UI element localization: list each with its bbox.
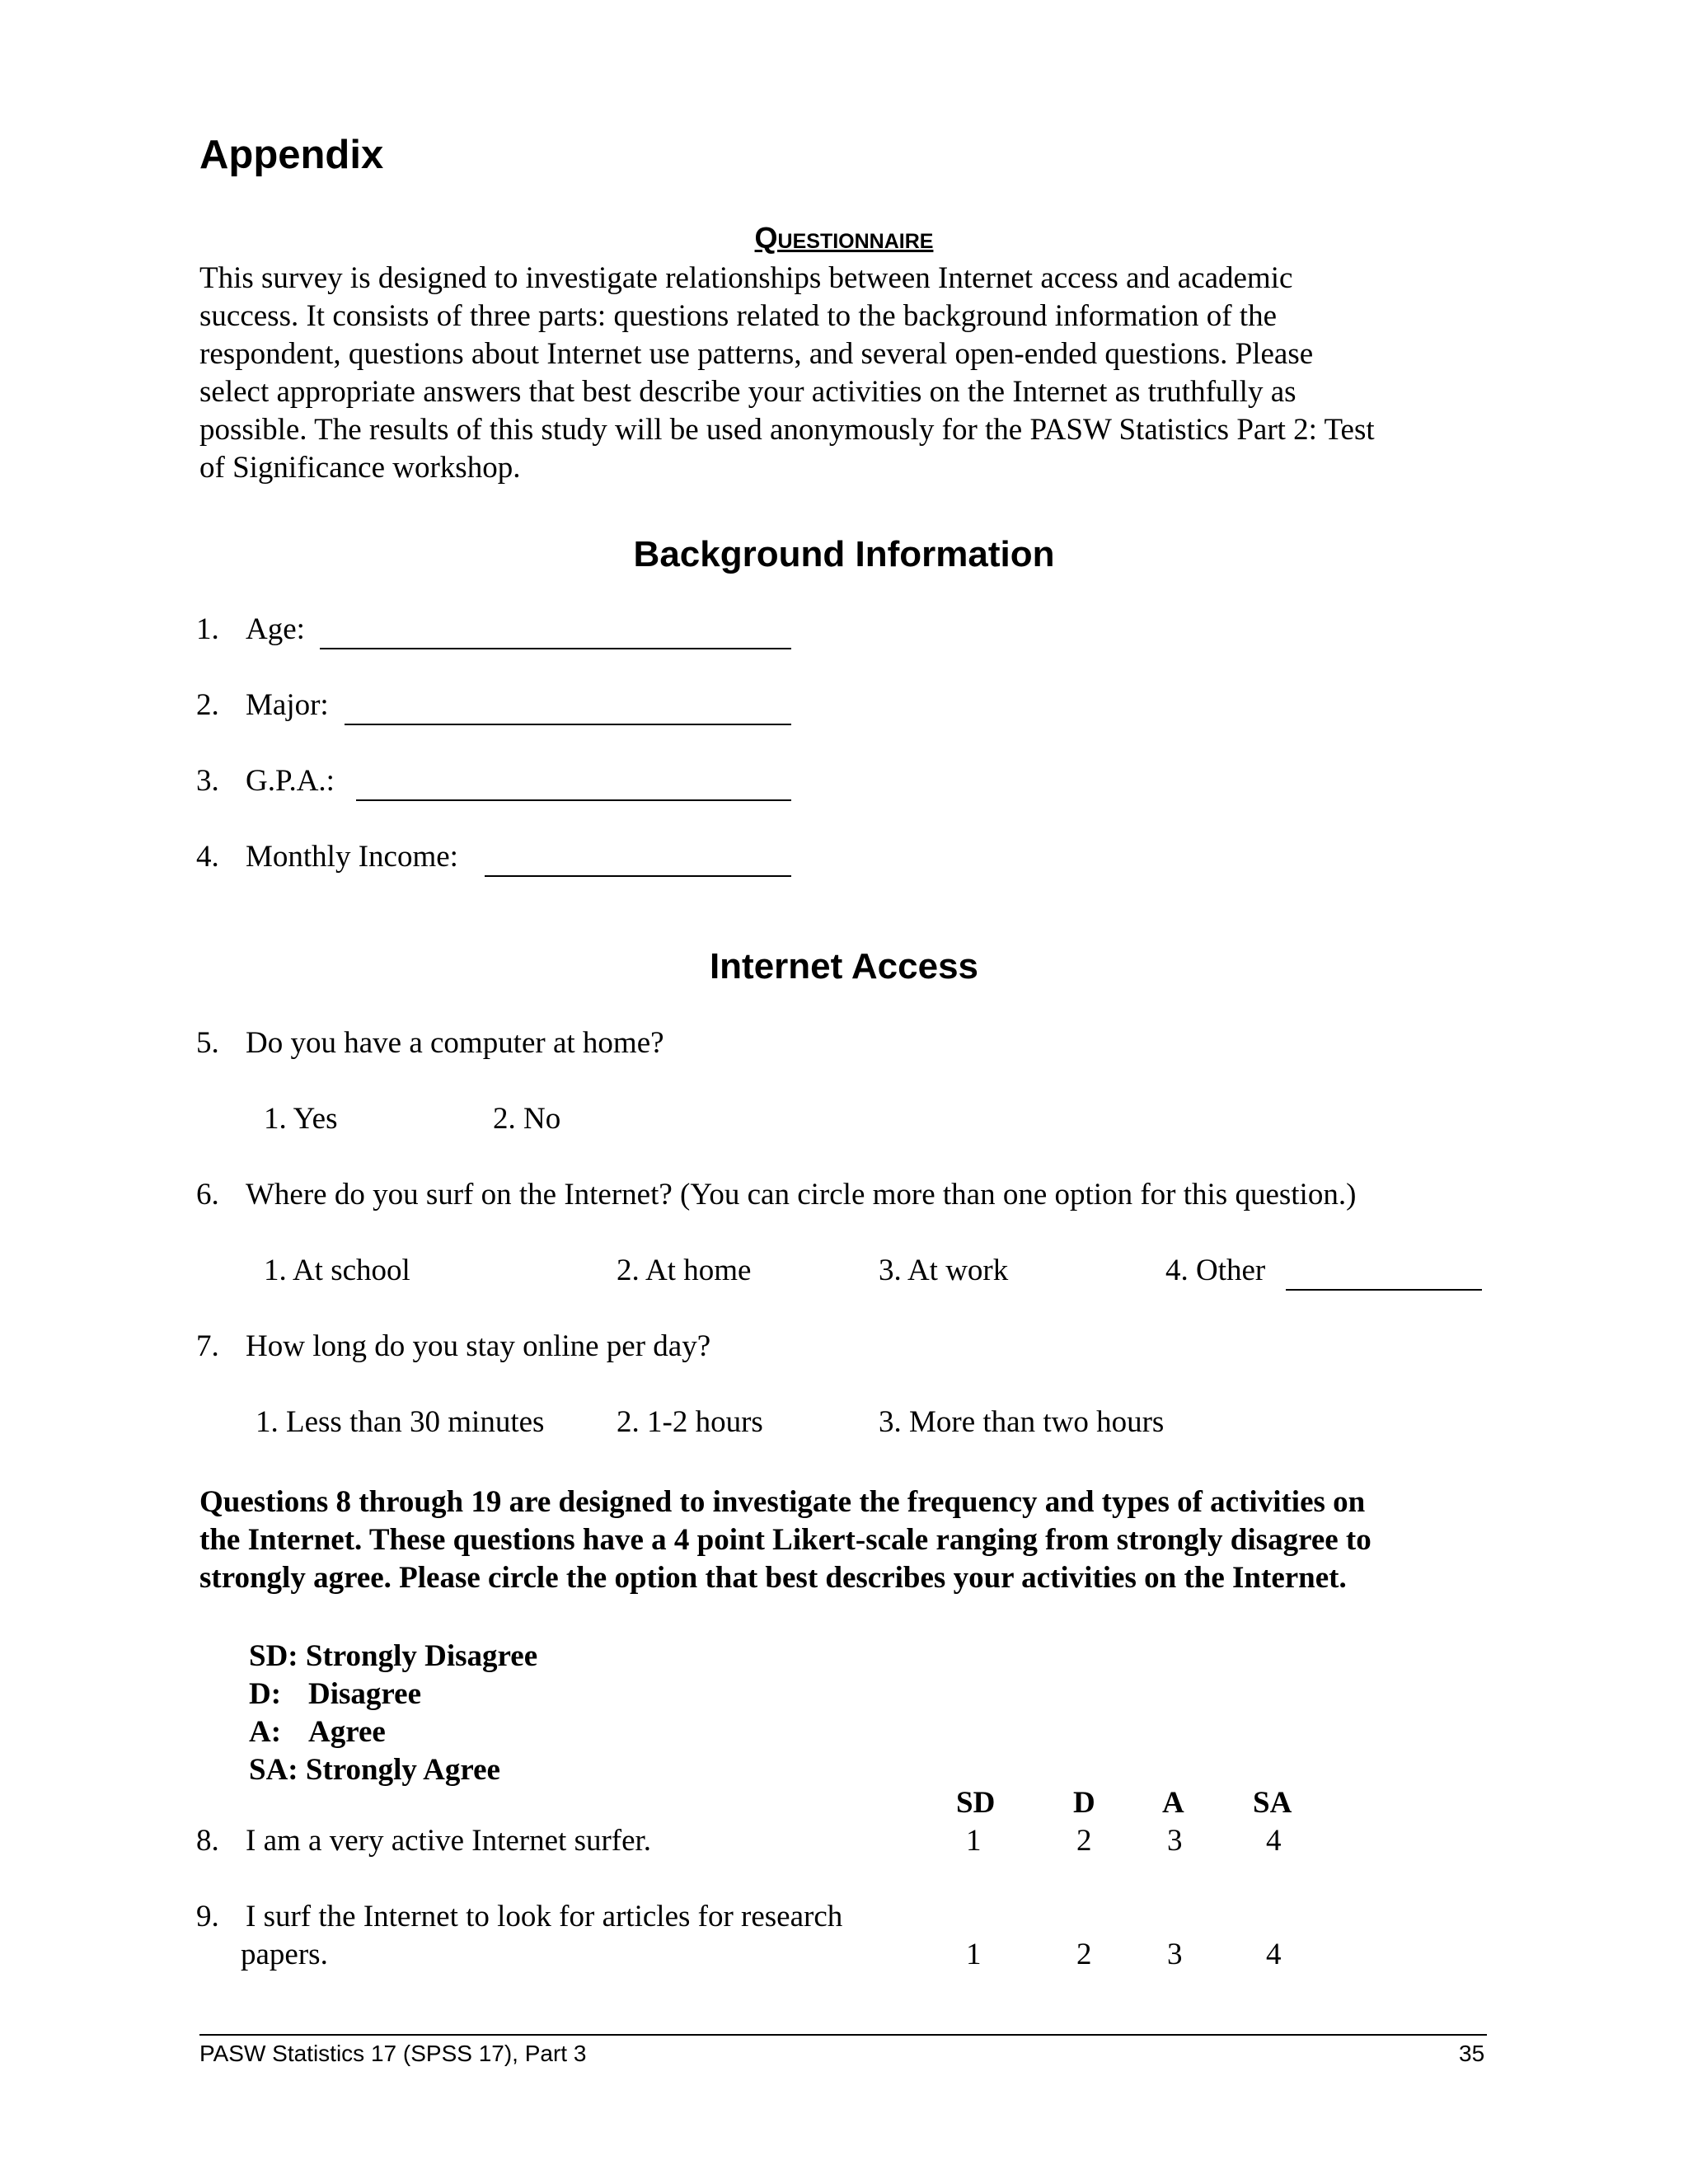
income-answer-line[interactable]	[485, 847, 791, 877]
q9-option-3[interactable]: 3	[1167, 1938, 1183, 1971]
scale-header-a: A	[1162, 1786, 1184, 1820]
intro-line: This survey is designed to investigate relationships between Internet access and academic	[199, 261, 1293, 295]
legend-key: SD:	[249, 1639, 298, 1673]
legend-item	[249, 1713, 537, 1751]
question-number: 8.	[196, 1824, 219, 1858]
q8-option-2[interactable]: 2	[1076, 1824, 1092, 1858]
questionnaire-title-text: Questionnaire	[754, 221, 934, 255]
scale-header-sd: SD	[956, 1786, 996, 1820]
question-time-online	[196, 1329, 710, 1364]
legend-value: Agree	[308, 1715, 386, 1749]
instruction-line: Questions 8 through 19 are designed to investigate the frequency and types of activities on	[199, 1485, 1366, 1519]
legend-value: Disagree	[308, 1677, 421, 1711]
legend-item	[249, 1675, 537, 1713]
question-label: G.P.A.:	[246, 764, 335, 798]
question-number: 3.	[196, 764, 219, 798]
question-text: I am a very active Internet surfer.	[246, 1824, 652, 1858]
option-yes[interactable]: 1. Yes	[264, 1102, 338, 1136]
legend-key: D:	[249, 1677, 282, 1711]
question-active-surfer	[196, 1823, 651, 1858]
intro-paragraph	[199, 260, 1485, 487]
intro-line: possible. The results of this study will be used anonymously for the PASW Statistics Part 2: Test	[199, 413, 1375, 447]
question-computer-at-home	[196, 1025, 664, 1061]
question-text: Do you have a computer at home?	[246, 1026, 664, 1060]
option-1-2-hours[interactable]: 2. 1-2 hours	[617, 1405, 763, 1439]
page-number: 35	[1459, 2041, 1485, 2066]
questionnaire-title	[0, 221, 1688, 255]
age-answer-line[interactable]	[320, 620, 791, 649]
intro-line: success. It consists of three parts: questions related to the background information of the	[199, 299, 1277, 333]
footer-divider	[199, 2034, 1487, 2036]
legend-key: SA:	[249, 1753, 298, 1787]
q9-option-1[interactable]: 1	[966, 1938, 982, 1971]
option-at-school[interactable]: 1. At school	[264, 1254, 410, 1287]
question-number: 1.	[196, 612, 219, 646]
intro-line: select appropriate answers that best describe your activities on the Internet as truthfully as	[199, 375, 1296, 409]
question-text: How long do you stay online per day?	[246, 1329, 711, 1363]
question-surf-location	[196, 1177, 1356, 1212]
option-more-than-two-hours[interactable]: 3. More than two hours	[879, 1405, 1165, 1439]
internet-access-section-title: Internet Access	[709, 946, 979, 987]
question-text: I surf the Internet to look for articles for research	[246, 1900, 843, 1933]
q9-option-4[interactable]: 4	[1266, 1938, 1282, 1971]
question-label: Monthly Income:	[246, 840, 458, 874]
scale-header-d: D	[1073, 1786, 1095, 1820]
appendix-heading: Appendix	[199, 133, 384, 177]
legend-key: A:	[249, 1715, 282, 1749]
other-answer-line[interactable]	[1286, 1261, 1482, 1291]
question-gpa	[196, 763, 335, 799]
option-at-home[interactable]: 2. At home	[617, 1254, 752, 1287]
legend-value: Strongly Agree	[305, 1753, 500, 1787]
likert-instructions	[199, 1483, 1372, 1597]
q8-option-3[interactable]: 3	[1167, 1824, 1183, 1858]
background-section-title: Background Information	[633, 534, 1055, 574]
legend-item	[249, 1638, 537, 1675]
q8-option-4[interactable]: 4	[1266, 1824, 1282, 1858]
question-research-articles	[196, 1899, 842, 1934]
intro-line: of Significance workshop.	[199, 451, 521, 485]
question-number: 6.	[196, 1178, 219, 1212]
intro-line: respondent, questions about Internet use patterns, and several open-ended questions. Please	[199, 337, 1314, 371]
question-number: 7.	[196, 1329, 219, 1363]
question-number: 4.	[196, 840, 219, 874]
scale-header-sa: SA	[1253, 1786, 1292, 1820]
legend-value: Strongly Disagree	[305, 1639, 538, 1673]
question-text-continued: papers.	[241, 1938, 328, 1971]
legend-item	[249, 1751, 537, 1789]
question-age	[196, 612, 305, 647]
q9-option-2[interactable]: 2	[1076, 1938, 1092, 1971]
major-answer-line[interactable]	[345, 696, 791, 725]
instruction-line: strongly agree. Please circle the option that best describes your activities on the Internet.	[199, 1561, 1347, 1595]
option-no[interactable]: 2. No	[493, 1102, 561, 1136]
instruction-line: the Internet. These questions have a 4 point Likert-scale ranging from strongly disagree to	[199, 1523, 1372, 1557]
question-number: 2.	[196, 688, 219, 722]
question-monthly-income	[196, 839, 458, 874]
likert-legend	[249, 1638, 537, 1789]
question-major	[196, 687, 329, 723]
option-other[interactable]: 4. Other	[1165, 1254, 1266, 1287]
question-label: Major:	[246, 688, 329, 722]
question-number: 5.	[196, 1026, 219, 1060]
q8-option-1[interactable]: 1	[966, 1824, 982, 1858]
question-text: Where do you surf on the Internet? (You can circle more than one option for this question.)	[246, 1178, 1357, 1212]
footer-title: PASW Statistics 17 (SPSS 17), Part 3	[199, 2041, 587, 2066]
question-label: Age:	[246, 612, 305, 646]
question-number: 9.	[196, 1900, 219, 1933]
gpa-answer-line[interactable]	[356, 771, 791, 801]
option-at-work[interactable]: 3. At work	[879, 1254, 1009, 1287]
option-less-than-30-minutes[interactable]: 1. Less than 30 minutes	[256, 1405, 545, 1439]
